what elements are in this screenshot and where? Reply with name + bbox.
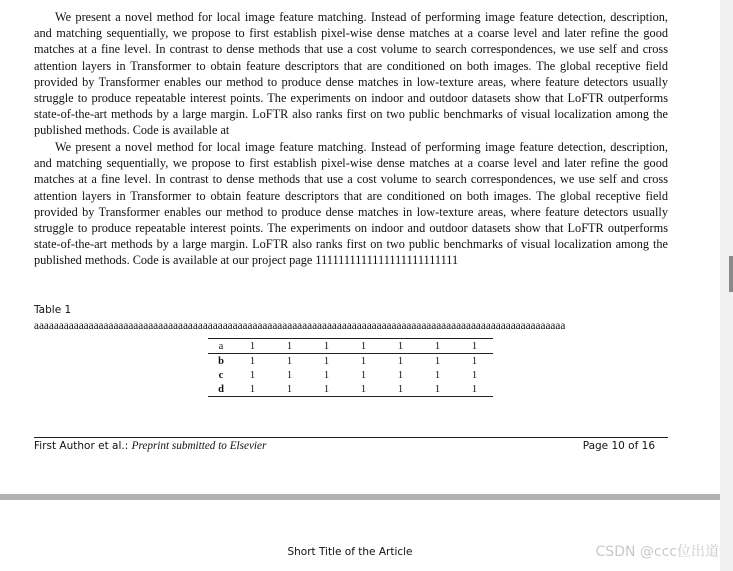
csdn-watermark: CSDN @ccc位出道 (595, 544, 719, 560)
footer-divider (34, 437, 668, 438)
table-cell: 1 (360, 355, 367, 367)
table-cell: 1 (234, 382, 271, 397)
table-label: Table 1 (34, 304, 72, 316)
header-cell: 1 (345, 339, 382, 354)
table-row (208, 382, 493, 397)
body-paragraph-2: We present a novel method for local image feature matching. Instead of performing image feature detection, description, and matching sequentially, we propose to first establish pixel-wise dense matches at a coarse level and later refine the good matches at a fine level. In contrast to dense methods that use a cost volume to search correspondences, we use self and cross attention layers in Transformer to obtain feature descriptors that are conditioned on both images. The global receptive field provided by Transformer enables our method to produce dense matches in low-texture areas, where feature detectors usually struggle to produce repeatable interest points. The experiments on indoor and outdoor datasets show that LoFTR outperforms state-of-the-art methods by a large margin. LoFTR also ranks first on two public benchmarks of visual localization among the published methods. Code is available at our project page 1111111111111111111111111 (34, 140, 668, 268)
header-cell: 1 (382, 339, 419, 354)
table-cell: 1 (323, 355, 330, 367)
table-header-row (208, 339, 493, 354)
table-row (208, 368, 493, 382)
table-cell: 1 (471, 355, 478, 367)
table-cell: 1 (419, 382, 456, 397)
page-number: Page 10 of 16 (582, 440, 655, 452)
footer-authors: First Author et al.: (34, 440, 129, 452)
table-cell: 1 (271, 382, 308, 397)
table-caption: aaaaaaaaaaaaaaaaaaaaaaaaaaaaaaaaaaaaaaaaaaaaaaaaaaaaaaaaaaaaaaaaaaaaaaaaaaaaaaaaaaaaaaaaaaaaaaaaaaaaaaaaaaa (34, 320, 566, 332)
table-cell: 1 (323, 369, 330, 381)
row-label-cell: d (208, 382, 234, 397)
header-cell: a (208, 339, 234, 354)
data-table (208, 338, 493, 397)
table-cell: 1 (249, 355, 256, 367)
table-cell: 1 (345, 382, 382, 397)
table-cell: 1 (308, 382, 345, 397)
table-cell: 1 (286, 369, 293, 381)
header-cell: 1 (234, 339, 271, 354)
table-cell: 1 (456, 382, 493, 397)
header-cell: 1 (271, 339, 308, 354)
table-cell: 1 (397, 355, 404, 367)
header-cell: 1 (419, 339, 456, 354)
header-cell: 1 (456, 339, 493, 354)
table-cell: 1 (397, 369, 404, 381)
table-cell: 1 (360, 369, 367, 381)
footer-citation (34, 440, 266, 452)
table-cell: 1 (286, 355, 293, 367)
table-cell: 1 (434, 355, 441, 367)
body-paragraph-1: We present a novel method for local image feature matching. Instead of performing image feature detection, description, and matching sequentially, we propose to first establish pixel-wise dense matches at a coarse level and later refine the good matches at a fine level. In contrast to dense methods that use a cost volume to search correspondences, we use self and cross attention layers in Transformer to obtain feature descriptors that are conditioned on both images. The global receptive field provided by Transformer enables our method to produce dense matches in low-texture areas, where feature detectors usually struggle to produce repeatable interest points. The experiments on indoor and outdoor datasets show that LoFTR outperforms state-of-the-art methods by a large margin. LoFTR also ranks first on two public benchmarks of visual localization among the published methods. Code is available at (34, 10, 668, 138)
table-cell: 1 (471, 369, 478, 381)
running-title: Short Title of the Article (287, 546, 413, 558)
table-cell: 1 (249, 369, 256, 381)
footer-journal: Preprint submitted to Elsevier (131, 440, 267, 452)
scrollbar-thumb[interactable] (729, 256, 733, 292)
row-label-cell: c (218, 369, 224, 381)
table-cell: 1 (382, 382, 419, 397)
row-label-cell: b (218, 355, 224, 367)
header-cell: 1 (308, 339, 345, 354)
table-row (208, 354, 493, 369)
table-cell: 1 (434, 369, 441, 381)
